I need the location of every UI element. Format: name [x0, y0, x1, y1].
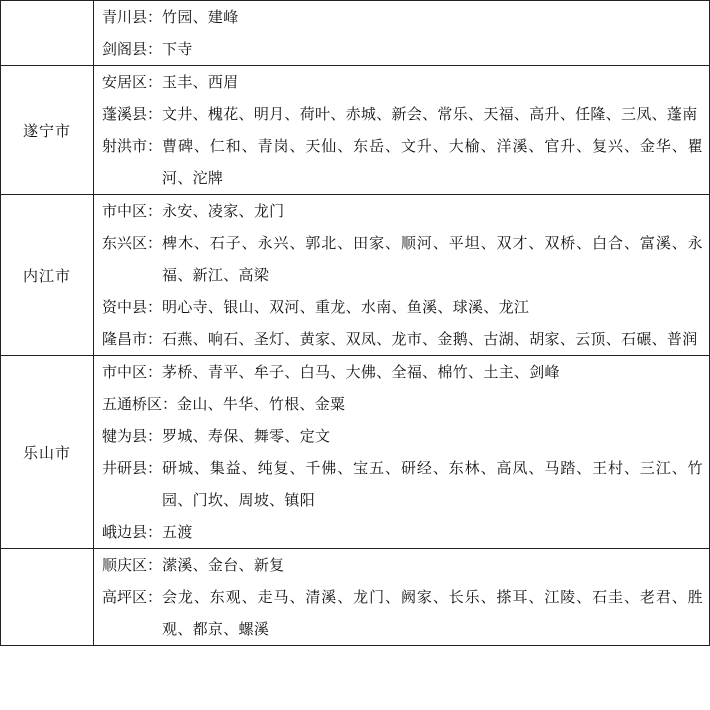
district-label: 剑阁县：	[102, 40, 163, 58]
town-list: 永安、凌家、龙门	[162, 202, 285, 220]
town-list: 会龙、东观、走马、清溪、龙门、阙家、长乐、搽耳、江陵、石圭、老君、胜观、都京、螺溪	[162, 588, 703, 638]
district-entry	[102, 356, 703, 388]
table-row	[1, 195, 710, 356]
district-entry	[102, 291, 703, 323]
district-entry	[102, 388, 703, 420]
town-list: 椑木、石子、永兴、郭北、田家、顺河、平坦、双才、双桥、白合、富溪、永福、新江、高梁	[162, 234, 703, 284]
town-list: 研城、集益、纯复、千佛、宝五、研经、东林、高凤、马踏、王村、三江、竹园、门坎、周坡、镇阳	[162, 459, 703, 509]
district-entry	[102, 1, 703, 33]
district-label: 市中区：	[102, 202, 163, 220]
city-cell: 遂宁市	[1, 66, 94, 195]
town-list: 石燕、响石、圣灯、黄家、双凤、龙市、金鹅、古湖、胡家、云顶、石碾、普润	[162, 330, 698, 348]
district-label: 安居区：	[102, 73, 163, 91]
town-list: 下寺	[162, 40, 193, 58]
district-label: 射洪市：	[102, 137, 163, 155]
district-label: 青川县：	[102, 8, 163, 26]
district-label: 市中区：	[102, 363, 163, 381]
district-label: 东兴区：	[102, 234, 163, 252]
district-label: 顺庆区：	[102, 556, 163, 574]
district-label: 高坪区：	[102, 588, 163, 606]
town-list: 玉丰、西眉	[162, 73, 239, 91]
district-cell	[94, 356, 710, 549]
city-cell	[1, 1, 94, 66]
district-entry	[102, 195, 703, 227]
district-label: 峨边县：	[102, 523, 163, 541]
district-label: 井研县：	[102, 459, 163, 477]
district-cell	[94, 66, 710, 195]
town-list: 文井、槐花、明月、荷叶、赤城、新会、常乐、天福、高升、任隆、三凤、蓬南	[162, 105, 698, 123]
district-entry	[102, 420, 703, 452]
district-entry	[102, 130, 703, 194]
town-list: 竹园、建峰	[162, 8, 239, 26]
town-list: 茅桥、青平、牟子、白马、大佛、全福、棉竹、土主、剑峰	[162, 363, 560, 381]
district-label: 犍为县：	[102, 427, 163, 445]
district-entry	[102, 323, 703, 355]
district-entry	[102, 98, 703, 130]
district-cell	[94, 195, 710, 356]
district-entry	[102, 581, 703, 645]
city-cell: 内江市	[1, 195, 94, 356]
town-list: 曹碑、仁和、青岗、天仙、东岳、文升、大榆、洋溪、官升、复兴、金华、瞿河、沱牌	[162, 137, 703, 187]
district-cell	[94, 1, 710, 66]
district-label: 五通桥区：	[102, 395, 178, 413]
district-entry	[102, 549, 703, 581]
district-label: 隆昌市：	[102, 330, 163, 348]
city-cell	[1, 549, 94, 646]
district-label: 资中县：	[102, 298, 163, 316]
town-list: 金山、牛华、竹根、金粟	[177, 395, 346, 413]
town-list: 明心寺、银山、双河、重龙、水南、鱼溪、球溪、龙江	[162, 298, 530, 316]
table-row	[1, 356, 710, 549]
table-row	[1, 66, 710, 195]
district-entry	[102, 452, 703, 516]
table-row	[1, 549, 710, 646]
district-cell	[94, 549, 710, 646]
table-row	[1, 1, 710, 66]
town-list: 五渡	[162, 523, 193, 541]
district-label: 蓬溪县：	[102, 105, 163, 123]
town-list: 潆溪、金台、新复	[162, 556, 285, 574]
town-list: 罗城、寿保、舞零、定文	[162, 427, 331, 445]
district-entry	[102, 516, 703, 548]
city-cell: 乐山市	[1, 356, 94, 549]
district-entry	[102, 66, 703, 98]
district-entry	[102, 227, 703, 291]
district-entry	[102, 33, 703, 65]
